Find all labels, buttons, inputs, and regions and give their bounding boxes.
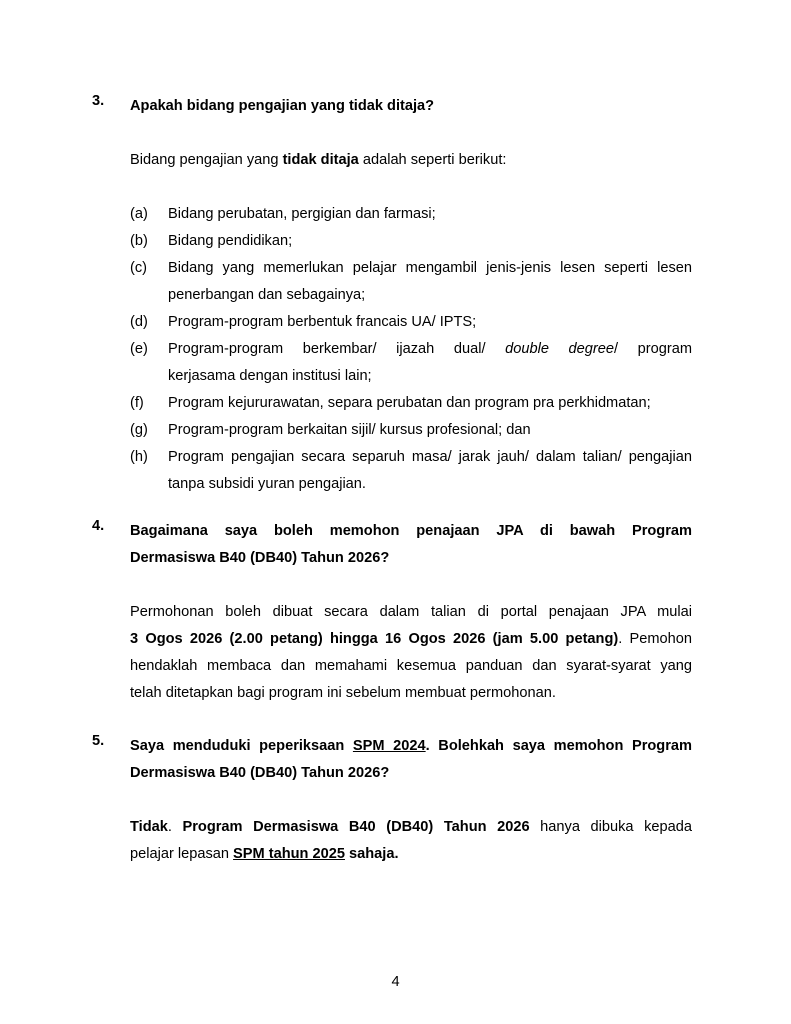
unsponsored-fields-list	[130, 201, 692, 498]
question-4	[92, 518, 692, 707]
question-title: Bagaimana saya boleh memohon penajaan JPA di bawah Program Dermasiswa B40 (DB40) Tahun 2026?	[130, 523, 692, 566]
page-number: 4	[391, 974, 400, 990]
list-item: (c) Bidang yang memerlukan pelajar mengambil jenis-jenis lesen seperti lesen penerbangan dan sebagainya;	[130, 260, 692, 303]
list-item: (g) Program-program berkaitan sijil/ kursus profesional; dan	[130, 422, 531, 438]
question-title: Saya menduduki peperiksaan SPM 2024. Bolehkah saya memohon Program Dermasiswa B40 (DB40) Tahun 2026?	[130, 738, 692, 781]
question-number: 5.	[92, 733, 105, 749]
list-item: (f) Program kejururawatan, separa perubatan dan program pra perkhidmatan;	[130, 395, 651, 411]
question-5	[92, 733, 692, 868]
list-item: (h) Program pengajian secara separuh masa/ jarak jauh/ dalam talian/ pengajian tanpa subsidi yuran pengajian.	[130, 449, 692, 492]
question-title: Apakah bidang pengajian yang tidak ditaja?	[130, 98, 435, 114]
question-number: 3.	[92, 93, 105, 109]
list-item: (b) Bidang pendidikan;	[130, 233, 293, 249]
question-3	[92, 93, 692, 498]
answer-intro: Bidang pengajian yang tidak ditaja adalah seperti berikut:	[130, 152, 507, 168]
question-number: 4.	[92, 518, 105, 534]
list-item: (d) Program-program berbentuk francais UA/ IPTS;	[130, 314, 477, 330]
list-item: (e) Program-program berkembar/ ijazah dual/ double degree/ program kerjasama dengan institusi lain;	[130, 341, 693, 384]
list-item: (a) Bidang perubatan, pergigian dan farmasi;	[130, 206, 436, 222]
answer-paragraph: Tidak. Program Dermasiswa B40 (DB40) Tahun 2026 hanya dibuka kepada pelajar lepasan SPM tahun 2025 sahaja.	[130, 819, 692, 862]
answer-paragraph: Permohonan boleh dibuat secara dalam talian di portal penajaan JPA mulai 3 Ogos 2026 (2.00 petang) hingga 16 Ogos 2026 (jam 5.00 petang). Pemohon hendaklah membaca dan memahami kesemua panduan dan syarat-syarat yang telah ditetapkan bagi program ini sebelum membuat permohonan.	[130, 604, 692, 701]
